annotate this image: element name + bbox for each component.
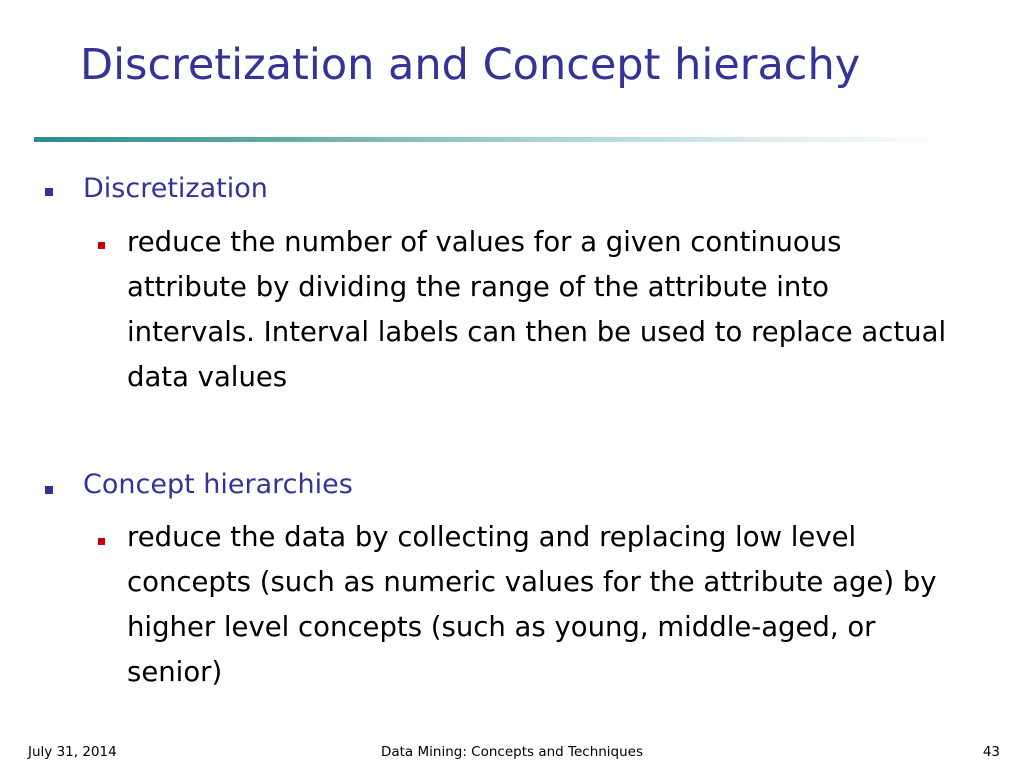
square-bullet-icon: [45, 486, 53, 494]
concept-hierarchies-description: reduce the data by collecting and replacing low level concepts (such as numeric values for the attribute age) by higher level concepts (such as young, middle-aged, or senior): [127, 521, 937, 688]
square-bullet-icon: [45, 188, 53, 196]
slide-title: Discretization and Concept hierachy: [80, 40, 861, 90]
title-divider: [34, 137, 960, 142]
footer-course-title: Data Mining: Concepts and Techniques: [380, 744, 644, 760]
square-bullet-icon: [98, 538, 105, 545]
footer-date: July 31, 2014: [28, 744, 117, 760]
bullet-concept-hierarchies: Concept hierarchies: [83, 469, 353, 500]
bullet-discretization: Discretization: [83, 173, 268, 204]
square-bullet-icon: [98, 242, 105, 249]
discretization-description: reduce the number of values for a given continuous attribute by dividing the range of the attribute into intervals. Interval labels can then be used to replace actual data values: [127, 226, 947, 393]
footer-page-number: 43: [982, 744, 1000, 760]
